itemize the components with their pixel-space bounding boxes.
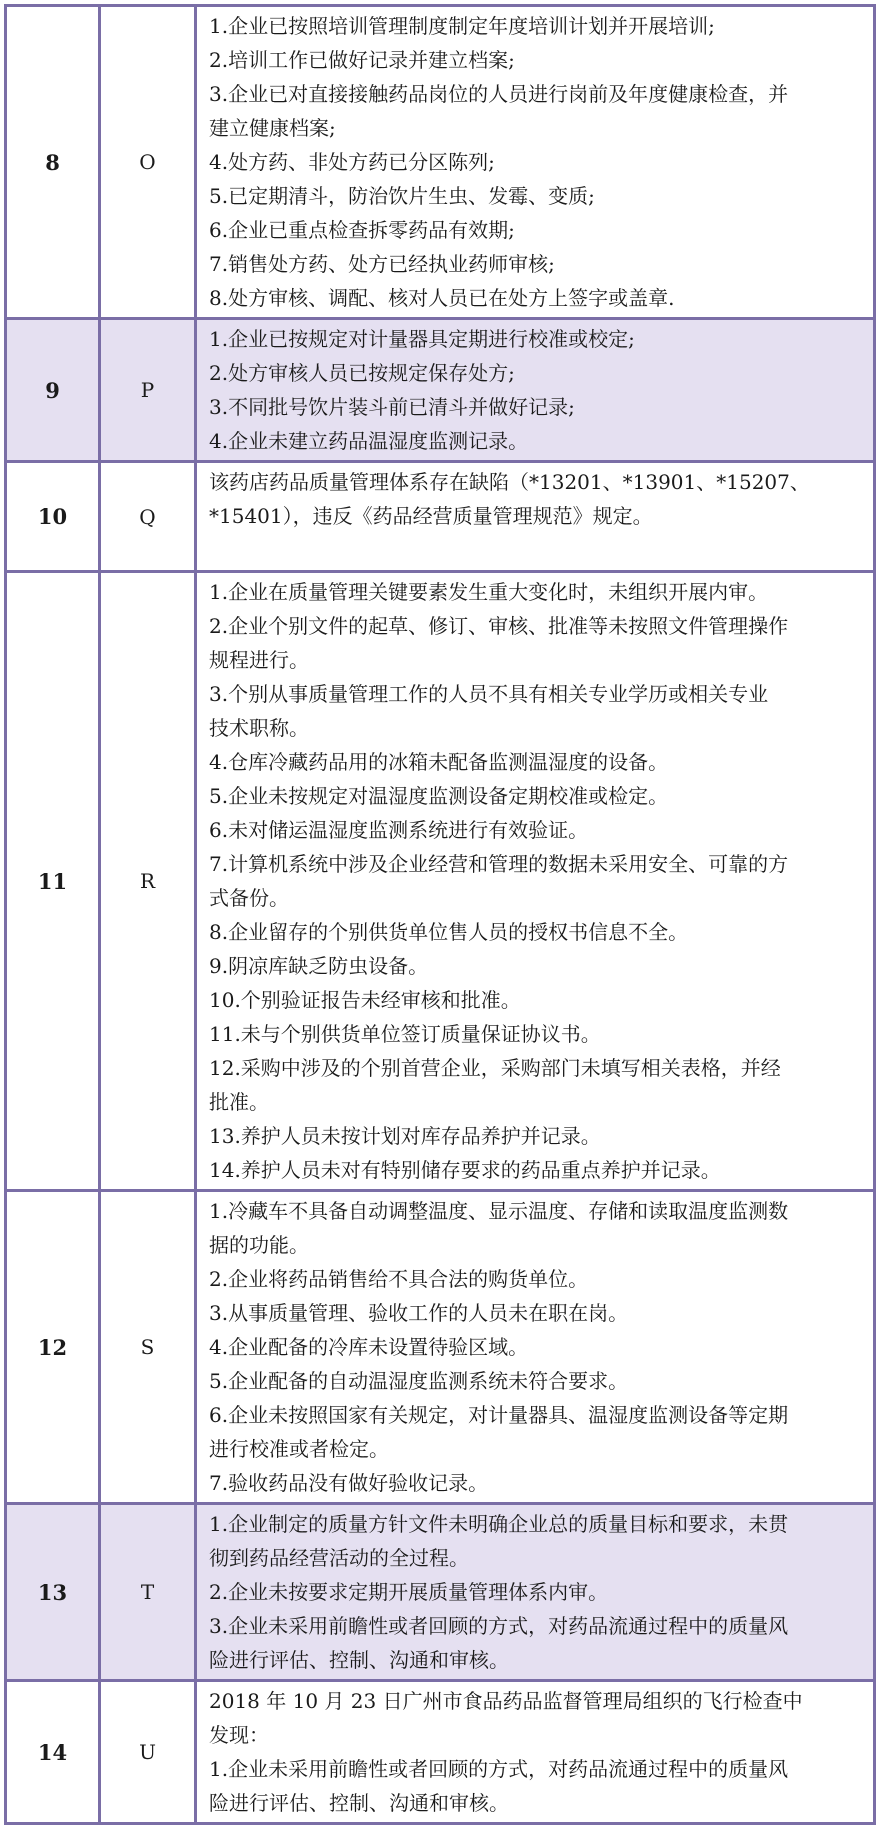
finding-line: 批准。 [209, 1090, 269, 1114]
finding-line: 进行校准或者检定。 [209, 1437, 389, 1461]
row-number: 13 [6, 1504, 100, 1681]
finding-line: 2018 年 10 月 23 日广州市食品药品监督管理局组织的飞行检查中 [209, 1689, 803, 1713]
row-code: S [100, 1191, 196, 1504]
row-number: 10 [6, 462, 100, 572]
finding-line: 建立健康档案; [209, 116, 336, 140]
finding-line: 9.阴凉库缺乏防虫设备。 [209, 954, 429, 978]
table-row [6, 1504, 875, 1681]
finding-line: 8.企业留存的个别供货单位售人员的授权书信息不全。 [209, 920, 689, 944]
row-findings [196, 6, 875, 319]
finding-line: 2.企业未按要求定期开展质量管理体系内审。 [209, 1580, 609, 1604]
row-code: O [100, 6, 196, 319]
row-number: 8 [6, 6, 100, 319]
finding-line: 5.已定期清斗，防治饮片生虫、发霉、变质; [209, 184, 595, 208]
row-code: P [100, 319, 196, 462]
table-row [6, 319, 875, 462]
finding-line: *15401），违反《药品经营质量管理规范》规定。 [209, 504, 653, 528]
finding-line: 2.培训工作已做好记录并建立档案; [209, 48, 515, 72]
finding-line: 8.处方审核、调配、核对人员已在处方上签字或盖章. [209, 286, 675, 310]
finding-line: 10.个别验证报告未经审核和批准。 [209, 988, 521, 1012]
finding-line: 发现： [209, 1723, 269, 1747]
table-row [6, 1681, 875, 1824]
row-number: 12 [6, 1191, 100, 1504]
row-findings [196, 572, 875, 1191]
row-findings [196, 319, 875, 462]
finding-line: 11.未与个别供货单位签订质量保证协议书。 [209, 1022, 601, 1046]
row-number: 9 [6, 319, 100, 462]
row-number: 14 [6, 1681, 100, 1824]
finding-line: 险进行评估、控制、沟通和审核。 [209, 1648, 509, 1672]
finding-line: 3.不同批号饮片装斗前已清斗并做好记录; [209, 395, 575, 419]
finding-line: 6.企业未按照国家有关规定，对计量器具、温湿度监测设备等定期 [209, 1403, 789, 1427]
finding-line: 3.个别从事质量管理工作的人员不具有相关专业学历或相关专业 [209, 682, 769, 706]
table-row [6, 6, 875, 319]
finding-line: 1.冷藏车不具备自动调整温度、显示温度、存储和读取温度监测数 [209, 1199, 789, 1223]
row-findings [196, 1504, 875, 1681]
finding-line: 12.采购中涉及的个别首营企业，采购部门未填写相关表格，并经 [209, 1056, 781, 1080]
finding-line: 1.企业已按规定对计量器具定期进行校准或校定; [209, 327, 635, 351]
row-code: Q [100, 462, 196, 572]
table-row [6, 572, 875, 1191]
finding-line: 2.处方审核人员已按规定保存处方; [209, 361, 515, 385]
row-code: R [100, 572, 196, 1191]
finding-line: 3.从事质量管理、验收工作的人员未在职在岗。 [209, 1301, 629, 1325]
finding-line: 2.企业个别文件的起草、修订、审核、批准等未按照文件管理操作 [209, 614, 789, 638]
finding-line: 3.企业未采用前瞻性或者回顾的方式，对药品流通过程中的质量风 [209, 1614, 789, 1638]
finding-line: 险进行评估、控制、沟通和审核。 [209, 1791, 509, 1815]
row-code: U [100, 1681, 196, 1824]
table-row [6, 1191, 875, 1504]
finding-line: 4.企业未建立药品温湿度监测记录。 [209, 429, 529, 453]
finding-line: 13.养护人员未按计划对库存品养护并记录。 [209, 1124, 601, 1148]
finding-line: 规程进行。 [209, 648, 309, 672]
finding-line: 7.计算机系统中涉及企业经营和管理的数据未采用安全、可靠的方 [209, 852, 789, 876]
row-findings [196, 1681, 875, 1824]
finding-line: 7.验收药品没有做好验收记录。 [209, 1471, 489, 1495]
table-row [6, 462, 875, 572]
finding-line: 3.企业已对直接接触药品岗位的人员进行岗前及年度健康检查，并 [209, 82, 789, 106]
finding-line: 据的功能。 [209, 1233, 309, 1257]
finding-line: 1.企业已按照培训管理制度制定年度培训计划并开展培训; [209, 14, 715, 38]
finding-line: 5.企业未按规定对温湿度监测设备定期校准或检定。 [209, 784, 669, 808]
finding-line: 彻到药品经营活动的全过程。 [209, 1546, 469, 1570]
finding-line: 4.处方药、非处方药已分区陈列; [209, 150, 495, 174]
finding-line: 1.企业未采用前瞻性或者回顾的方式，对药品流通过程中的质量风 [209, 1757, 789, 1781]
row-code: T [100, 1504, 196, 1681]
finding-line: 6.企业已重点检查拆零药品有效期; [209, 218, 515, 242]
finding-line: 2.企业将药品销售给不具合法的购货单位。 [209, 1267, 589, 1291]
row-findings [196, 462, 875, 572]
finding-line: 4.企业配备的冷库未设置待验区域。 [209, 1335, 529, 1359]
finding-line: 5.企业配备的自动温湿度监测系统未符合要求。 [209, 1369, 629, 1393]
finding-line: 14.养护人员未对有特别储存要求的药品重点养护并记录。 [209, 1158, 721, 1182]
finding-line: 技术职称。 [209, 716, 309, 740]
finding-line: 4.仓库冷藏药品用的冰箱未配备监测温湿度的设备。 [209, 750, 669, 774]
row-number: 11 [6, 572, 100, 1191]
finding-line: 式备份。 [209, 886, 289, 910]
finding-line: 7.销售处方药、处方已经执业药师审核; [209, 252, 555, 276]
finding-line: 1.企业在质量管理关键要素发生重大变化时，未组织开展内审。 [209, 580, 769, 604]
finding-line: 6.未对储运温湿度监测系统进行有效验证。 [209, 818, 589, 842]
finding-line: 1.企业制定的质量方针文件未明确企业总的质量目标和要求，未贯 [209, 1512, 789, 1536]
finding-line: 该药店药品质量管理体系存在缺陷（*13201、*13901、*15207、 [209, 470, 810, 494]
table-body [6, 6, 875, 1824]
inspection-findings-table [4, 4, 876, 1825]
row-findings [196, 1191, 875, 1504]
